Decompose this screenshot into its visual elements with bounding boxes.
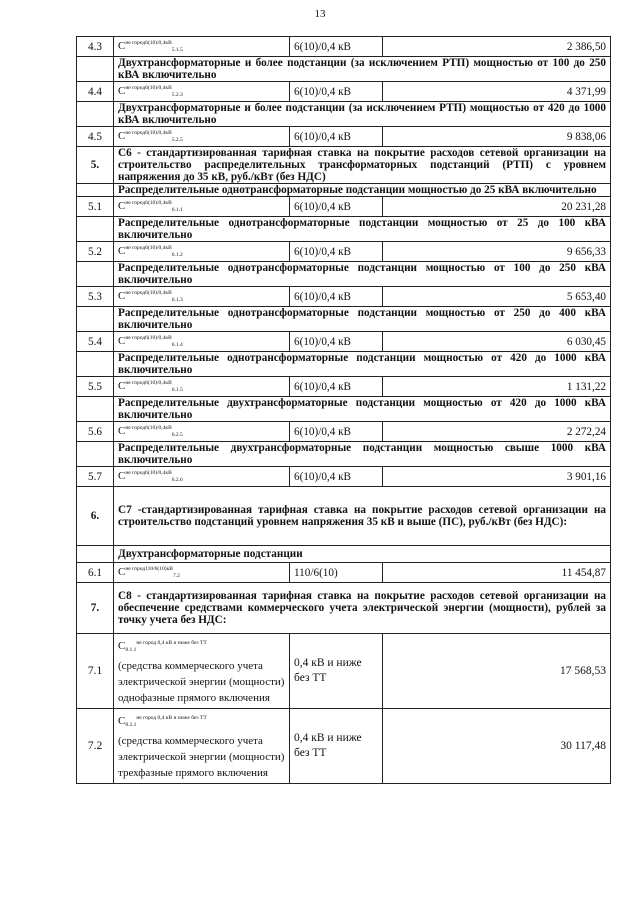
- rate-code: $C^{не город6(10)/0,4кВ}_{6.1.1}$: [114, 197, 290, 217]
- section-heading: С6 - стандартизированная тарифная ставка на покрытие расходов сетевой организации на строительство распределительных трансформаторных подстанций (РТП) с уровнем напряжения до 35 кВ, руб./кВт (без НДС): [114, 147, 611, 184]
- voltage-level: 0,4 кВ и ниже без ТТ: [290, 634, 383, 709]
- table-row: [77, 422, 611, 442]
- section-heading-row: [77, 546, 611, 563]
- subsection-heading: Распределительные однотрансформаторные подстанции мощностью от 25 до 100 кВА включительно: [114, 217, 611, 242]
- rate-description: $C_{8.2.1}^{не город 0,4 кВ и ниже без ТТ}$ (средства коммерческого учета электрической энергии (мощности) трехфазные прямого включения: [114, 709, 290, 784]
- subsection-heading: Распределительные однотрансформаторные подстанции мощностью от 420 до 1000 кВА включительно: [114, 352, 611, 377]
- row-number: 7.1: [77, 634, 114, 709]
- rate-value: 3 901,16: [383, 467, 611, 487]
- rate-code: $C^{не город6(10)/0,4кВ}_{6.2.5}$: [114, 422, 290, 442]
- rate-value: 9 656,33: [383, 242, 611, 262]
- rate-value: 20 231,28: [383, 197, 611, 217]
- rate-code: $C^{не город6(10)/0,4кВ}_{5.1.5}$: [114, 37, 290, 57]
- subsection-heading: Двухтрансформаторные подстанции: [114, 546, 611, 563]
- table-row: [77, 377, 611, 397]
- row-number: 5.4: [77, 332, 114, 352]
- voltage-level: 6(10)/0,4 кВ: [290, 467, 383, 487]
- table-row: [77, 37, 611, 57]
- voltage-level: 6(10)/0,4 кВ: [290, 37, 383, 57]
- row-number: 4.5: [77, 127, 114, 147]
- row-number: 5.7: [77, 467, 114, 487]
- voltage-level: 110/6(10): [290, 563, 383, 583]
- rate-value: 17 568,53: [383, 634, 611, 709]
- table-row: [77, 467, 611, 487]
- section-heading-row: [77, 184, 611, 197]
- rate-code: $C^{не город6(10)/0,4кВ}_{6.1.3}$: [114, 287, 290, 307]
- voltage-level: 6(10)/0,4 кВ: [290, 82, 383, 102]
- section-number: 5.: [77, 147, 114, 184]
- section-row: [77, 147, 611, 184]
- meter-description: (средства коммерческого учета электрической энергии (мощности) трехфазные прямого включения: [118, 735, 285, 779]
- table-row: [77, 563, 611, 583]
- voltage-level: 6(10)/0,4 кВ: [290, 377, 383, 397]
- subsection-heading: Распределительные двухтрансформаторные подстанции мощностью от 420 до 1000 кВА включительно: [114, 397, 611, 422]
- voltage-level: 6(10)/0,4 кВ: [290, 422, 383, 442]
- rate-value: 1 131,22: [383, 377, 611, 397]
- section-heading-row: [77, 397, 611, 422]
- rate-description: $C_{8.1.1}^{не город 0,4 кВ и ниже без ТТ}$ (средства коммерческого учета электрической энергии (мощности) однофазные прямого включения: [114, 634, 290, 709]
- subsection-heading: Двухтрансформаторные и более подстанции (за исключением РТП) мощностью от 420 до 1000 кВА включительно: [114, 102, 611, 127]
- tariff-table: [76, 36, 611, 784]
- section-heading-row: [77, 102, 611, 127]
- voltage-level: 6(10)/0,4 кВ: [290, 197, 383, 217]
- rate-value: 11 454,87: [383, 563, 611, 583]
- rate-value: 4 371,99: [383, 82, 611, 102]
- section-number: 6.: [77, 487, 114, 546]
- rate-code: $C^{не город6(10)/0,4кВ}_{6.1.2}$: [114, 242, 290, 262]
- section-heading-row: [77, 217, 611, 242]
- table-row: [77, 197, 611, 217]
- voltage-level: 6(10)/0,4 кВ: [290, 242, 383, 262]
- voltage-level: 6(10)/0,4 кВ: [290, 332, 383, 352]
- rate-code: $C^{не город6(10)/0,4кВ}_{6.2.6}$: [114, 467, 290, 487]
- meter-description: (средства коммерческого учета электрической энергии (мощности) однофазные прямого включения: [118, 660, 285, 704]
- rate-value: 6 030,45: [383, 332, 611, 352]
- voltage-level: 6(10)/0,4 кВ: [290, 287, 383, 307]
- table-row: [77, 332, 611, 352]
- rate-value: 2 272,24: [383, 422, 611, 442]
- rate-code: $C^{не город6(10)/0,4кВ}_{6.1.4}$: [114, 332, 290, 352]
- section-heading-row: [77, 442, 611, 467]
- rate-code: $C^{не город6(10)/0,4кВ}_{5.2.3}$: [114, 82, 290, 102]
- row-number: 5.2: [77, 242, 114, 262]
- row-number: 4.3: [77, 37, 114, 57]
- section-heading-row: [77, 352, 611, 377]
- rate-code: $C^{не город6(10)/0,4кВ}_{5.2.5}$: [114, 127, 290, 147]
- table-row: [77, 287, 611, 307]
- table-row: [77, 82, 611, 102]
- row-number: 4.4: [77, 82, 114, 102]
- subsection-heading: Двухтрансформаторные и более подстанции (за исключением РТП) мощностью от 100 до 250 кВА включительно: [114, 57, 611, 82]
- row-number: 5.1: [77, 197, 114, 217]
- section-number: 7.: [77, 583, 114, 634]
- page-number: 13: [314, 8, 326, 20]
- row-number: 5.6: [77, 422, 114, 442]
- voltage-level: 6(10)/0,4 кВ: [290, 127, 383, 147]
- row-number: 5.3: [77, 287, 114, 307]
- rate-value: 9 838,06: [383, 127, 611, 147]
- row-number: 5.5: [77, 377, 114, 397]
- rate-value: 30 117,48: [383, 709, 611, 784]
- section-heading: С7 -стандартизированная тарифная ставка на покрытие расходов сетевой организации на строительство подстанций уровнем напряжения 35 кВ и выше (ПС), руб./кВт (без НДС):: [114, 487, 611, 546]
- table-row: [77, 127, 611, 147]
- rate-value: 2 386,50: [383, 37, 611, 57]
- section-row: [77, 583, 611, 634]
- section-heading-row: [77, 262, 611, 287]
- section-heading-row: [77, 307, 611, 332]
- subsection-heading: Распределительные однотрансформаторные подстанции мощностью от 100 до 250 кВА включительно: [114, 262, 611, 287]
- rate-code: $C^{не город6(10)/0,4кВ}_{6.1.5}$: [114, 377, 290, 397]
- table-row: [77, 709, 611, 784]
- row-number: 7.2: [77, 709, 114, 784]
- voltage-level: 0,4 кВ и ниже без ТТ: [290, 709, 383, 784]
- subsection-heading: Распределительные двухтрансформаторные подстанции мощностью свыше 1000 кВА включительно: [114, 442, 611, 467]
- row-number: 6.1: [77, 563, 114, 583]
- table-row: [77, 242, 611, 262]
- subsection-heading: Распределительные однотрансформаторные подстанции мощностью до 25 кВА включительно: [114, 184, 611, 197]
- subsection-heading: Распределительные однотрансформаторные подстанции мощностью от 250 до 400 кВА включительно: [114, 307, 611, 332]
- section-row: [77, 487, 611, 546]
- rate-code: $C^{не город110/6(10)кВ}_{7.2}$: [114, 563, 290, 583]
- section-heading: С8 - стандартизированная тарифная ставка на покрытие расходов сетевой организации на обеспечение средствами коммерческого учета электрической энергии (мощности), рублей за точку учета без НДС:: [114, 583, 611, 634]
- section-heading-row: [77, 57, 611, 82]
- rate-value: 5 653,40: [383, 287, 611, 307]
- table-row: [77, 634, 611, 709]
